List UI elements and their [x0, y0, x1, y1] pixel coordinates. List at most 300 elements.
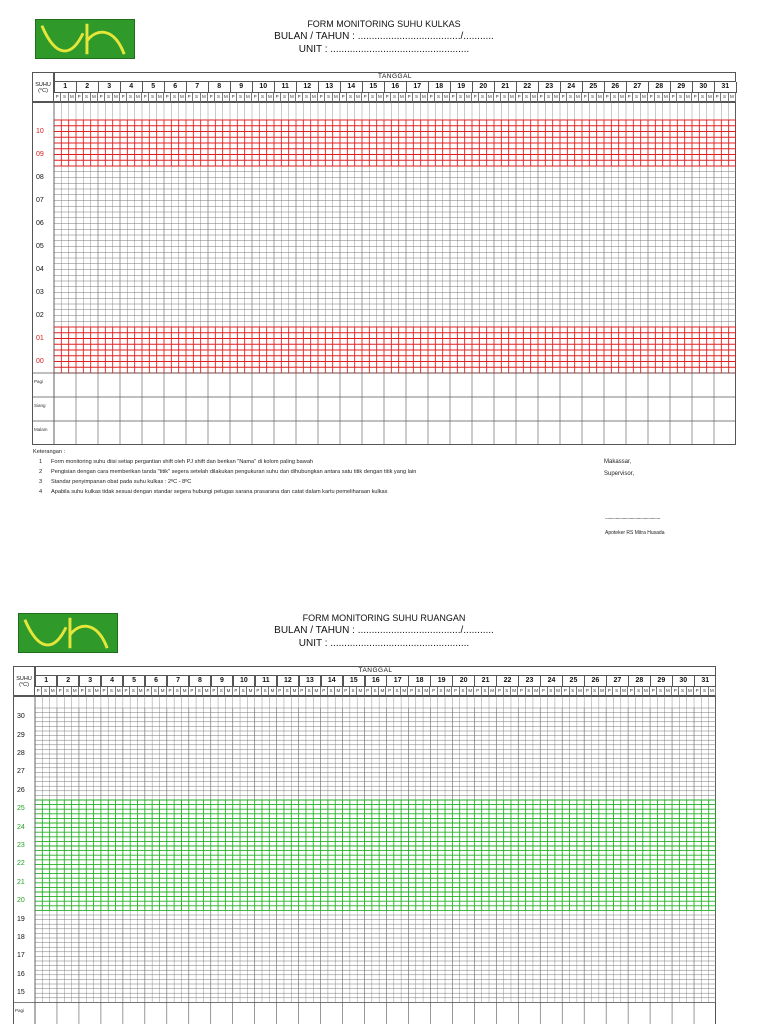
day-header-8: 8 — [189, 676, 211, 687]
role-label: Supervisor, — [604, 471, 635, 477]
day-header-5: 5 — [142, 82, 165, 93]
shift-code: S — [61, 93, 68, 102]
temperature-grid[interactable] — [13, 696, 716, 1024]
shift-code: M — [641, 93, 648, 102]
shift-code: P — [540, 687, 547, 696]
shift-code: P — [650, 687, 657, 696]
day-header-24: 24 — [560, 82, 583, 93]
shift-code: M — [621, 687, 628, 696]
shift-code: M — [379, 687, 386, 696]
day-header-27: 27 — [606, 676, 628, 687]
shift-code: S — [457, 93, 464, 102]
shift-code: S — [325, 93, 332, 102]
temperature-label: 07 — [36, 196, 44, 204]
day-header-3: 3 — [98, 82, 121, 93]
shift-code: M — [489, 687, 496, 696]
shift-code: P — [584, 687, 591, 696]
shift-code: M — [335, 687, 342, 696]
day-header-21: 21 — [474, 676, 496, 687]
shift-code: S — [306, 687, 313, 696]
shift-code: P — [343, 687, 350, 696]
shift-code: S — [655, 93, 662, 102]
shift-code: S — [701, 687, 708, 696]
shift-code: M — [423, 687, 430, 696]
shift-code: P — [145, 687, 152, 696]
city-label: Makassar, — [604, 459, 632, 465]
shift-code: M — [377, 93, 384, 102]
shift-code: S — [391, 93, 398, 102]
shift-code: S — [435, 93, 442, 102]
shift-code: S — [416, 687, 423, 696]
shift-code: M — [401, 687, 408, 696]
form-title: FORM MONITORING SUHU RUANGAN — [302, 613, 466, 623]
shift-code: S — [548, 687, 555, 696]
shift-code: P — [626, 93, 633, 102]
shift-code: P — [430, 687, 437, 696]
shift-code: S — [86, 687, 93, 696]
day-header-1: 1 — [54, 82, 77, 93]
shift-code: P — [255, 687, 262, 696]
note-number: 3 — [39, 479, 43, 485]
day-header-20: 20 — [452, 676, 474, 687]
day-header-29: 29 — [670, 82, 693, 93]
shift-code: S — [567, 93, 574, 102]
signer-name: Apoteker RS Mitra Husada — [605, 530, 665, 536]
form-title: FORM MONITORING SUHU KULKAS — [307, 19, 461, 29]
shift-code: S — [174, 687, 181, 696]
temperature-label: 19 — [17, 915, 25, 923]
shift-code: M — [709, 687, 716, 696]
shift-code: P — [518, 687, 525, 696]
shift-code: S — [504, 687, 511, 696]
signature-block — [604, 456, 634, 480]
period-field[interactable]: BULAN / TAHUN : ...................................../........... — [274, 31, 494, 42]
note-text: Apabila suhu kulkas tidak sesuai dengan standar segera hubungi petugas sarana prasarana dan catat dalam kartu pemeliharaan kulkas — [51, 489, 388, 495]
shift-code: P — [648, 93, 655, 102]
temperature-label: 03 — [36, 288, 44, 296]
temperature-label: 08 — [36, 173, 44, 181]
shift-code: S — [149, 93, 156, 102]
day-header-15: 15 — [343, 676, 365, 687]
shift-code: S — [438, 687, 445, 696]
shift-row-label: Siang — [34, 403, 46, 408]
shift-code: P — [186, 93, 193, 102]
unit-field[interactable]: UNIT : .................................................. — [298, 44, 470, 55]
day-header-2: 2 — [57, 676, 79, 687]
shift-code: M — [94, 687, 101, 696]
day-header-13: 13 — [318, 82, 341, 93]
temperature-label: 21 — [17, 878, 25, 886]
temperature-label: 15 — [17, 989, 25, 997]
shift-code: S — [372, 687, 379, 696]
shift-code: P — [362, 93, 369, 102]
shift-code: M — [707, 93, 714, 102]
shift-code: M — [247, 687, 254, 696]
shift-code: M — [443, 93, 450, 102]
shift-code: M — [225, 687, 232, 696]
day-header-3: 3 — [79, 676, 101, 687]
temperature-label: 10 — [36, 127, 44, 135]
temperature-label: 27 — [17, 768, 25, 776]
temperature-label: 20 — [17, 897, 25, 905]
shift-code: P — [318, 93, 325, 102]
day-header-15: 15 — [362, 82, 385, 93]
day-header-21: 21 — [494, 82, 517, 93]
shift-code: M — [245, 93, 252, 102]
shift-code: P — [79, 687, 86, 696]
day-header-27: 27 — [626, 82, 649, 93]
shift-code: M — [487, 93, 494, 102]
day-header-4: 4 — [120, 82, 143, 93]
day-header-13: 13 — [299, 676, 321, 687]
shift-code: P — [167, 687, 174, 696]
shift-code: S — [171, 93, 178, 102]
shift-code: P — [365, 687, 372, 696]
shift-code: S — [721, 93, 728, 102]
shift-code: M — [729, 93, 736, 102]
shift-code: S — [460, 687, 467, 696]
shift-code: P — [538, 93, 545, 102]
day-header-28: 28 — [628, 676, 650, 687]
day-header-31: 31 — [694, 676, 716, 687]
temperature-label: 18 — [17, 934, 25, 941]
day-header-10: 10 — [252, 82, 275, 93]
shift-code: P — [474, 687, 481, 696]
shift-code: P — [496, 687, 503, 696]
note-item — [33, 457, 593, 467]
day-header-16: 16 — [384, 82, 407, 93]
temperature-label: 26 — [17, 786, 25, 794]
shift-code: S — [611, 93, 618, 102]
shift-code: P — [672, 687, 679, 696]
shift-code: M — [223, 93, 230, 102]
day-header-14: 14 — [321, 676, 343, 687]
day-header-11: 11 — [274, 82, 297, 93]
shift-code: M — [555, 687, 562, 696]
shift-code: S — [284, 687, 291, 696]
shift-code: P — [299, 687, 306, 696]
note-item — [33, 487, 593, 497]
shift-row-label: Malam — [34, 427, 48, 432]
shift-code: S — [105, 93, 112, 102]
day-header-30: 30 — [672, 676, 694, 687]
day-header-25: 25 — [562, 676, 584, 687]
temperature-label: 23 — [17, 842, 25, 849]
shift-code: P — [233, 687, 240, 696]
shift-code: P — [321, 687, 328, 696]
shift-code: M — [179, 93, 186, 102]
day-header-23: 23 — [518, 676, 540, 687]
shift-code: P — [35, 687, 42, 696]
shift-row-label: Pagi — [34, 379, 44, 384]
shift-code: P — [562, 687, 569, 696]
note-number: 4 — [39, 489, 43, 495]
notes-section — [33, 447, 593, 497]
shift-code: P — [384, 93, 391, 102]
shift-code: M — [291, 687, 298, 696]
day-header-12: 12 — [277, 676, 299, 687]
note-item — [33, 467, 593, 477]
shift-code: M — [533, 687, 540, 696]
shift-code: P — [230, 93, 237, 102]
shift-code: M — [509, 93, 516, 102]
shift-code: P — [120, 93, 127, 102]
shift-code: S — [347, 93, 354, 102]
shift-code: P — [494, 93, 501, 102]
shift-code: P — [604, 93, 611, 102]
period-field[interactable]: BULAN / TAHUN : ...................................../........... — [274, 625, 494, 636]
shift-code: P — [98, 93, 105, 102]
shift-code: P — [694, 687, 701, 696]
shift-code: M — [113, 93, 120, 102]
shift-code: M — [157, 93, 164, 102]
shift-code: M — [421, 93, 428, 102]
shift-code: M — [597, 93, 604, 102]
shift-code: S — [501, 93, 508, 102]
day-header-8: 8 — [208, 82, 231, 93]
shift-code: S — [526, 687, 533, 696]
shift-code: P — [101, 687, 108, 696]
shift-code: M — [91, 93, 98, 102]
shift-code: P — [560, 93, 567, 102]
shift-code: M — [531, 93, 538, 102]
shift-code: P — [54, 93, 61, 102]
day-header-4: 4 — [101, 676, 123, 687]
temperature-label: 22 — [17, 860, 25, 868]
day-header-29: 29 — [650, 676, 672, 687]
notes-title: Keterangan : — [33, 449, 66, 455]
shift-code: M — [203, 687, 210, 696]
shift-code: S — [613, 687, 620, 696]
day-header-7: 7 — [167, 676, 189, 687]
temperature-label: 00 — [36, 357, 44, 365]
shift-code: P — [211, 687, 218, 696]
day-header-30: 30 — [692, 82, 715, 93]
shift-code: S — [570, 687, 577, 696]
shift-code: P — [606, 687, 613, 696]
signature-line[interactable]: ............................................... — [605, 515, 660, 521]
shift-code: S — [589, 93, 596, 102]
shift-code: S — [523, 93, 530, 102]
day-header-18: 18 — [428, 82, 451, 93]
day-header-19: 19 — [450, 82, 473, 93]
shift-code: S — [281, 93, 288, 102]
shift-code: M — [116, 687, 123, 696]
day-header-17: 17 — [386, 676, 408, 687]
shift-code: S — [127, 93, 134, 102]
day-header-26: 26 — [584, 676, 606, 687]
shift-code: S — [193, 93, 200, 102]
day-header-14: 14 — [340, 82, 363, 93]
shift-code: S — [108, 687, 115, 696]
shift-code: P — [208, 93, 215, 102]
shift-code: S — [152, 687, 159, 696]
shift-code: S — [328, 687, 335, 696]
shift-code: M — [333, 93, 340, 102]
temperature-label: 01 — [36, 334, 44, 342]
day-header-25: 25 — [582, 82, 605, 93]
shift-code: P — [714, 93, 721, 102]
shift-code: M — [577, 687, 584, 696]
shift-code: M — [685, 93, 692, 102]
shift-code: P — [76, 93, 83, 102]
shift-code: P — [670, 93, 677, 102]
shift-code: M — [553, 93, 560, 102]
shift-code: M — [201, 93, 208, 102]
day-header-9: 9 — [230, 82, 253, 93]
form-ruangan — [0, 600, 768, 1024]
shift-code: M — [619, 93, 626, 102]
shift-code: P — [408, 687, 415, 696]
shift-code: M — [267, 93, 274, 102]
shift-code: M — [467, 687, 474, 696]
shift-code: M — [575, 93, 582, 102]
shift-code: M — [465, 93, 472, 102]
temperature-label: 09 — [36, 150, 44, 158]
shift-code: S — [679, 687, 686, 696]
shift-code: M — [445, 687, 452, 696]
day-header-10: 10 — [233, 676, 255, 687]
shift-code: M — [357, 687, 364, 696]
tanggal-header: TANGGAL — [54, 72, 736, 82]
shift-code: S — [394, 687, 401, 696]
shift-row-label: Pagi — [15, 1008, 25, 1014]
shift-code: P — [692, 93, 699, 102]
shift-code: S — [83, 93, 90, 102]
day-header-24: 24 — [540, 676, 562, 687]
shift-code: M — [599, 687, 606, 696]
temperature-grid[interactable] — [32, 102, 736, 445]
temperature-label: 28 — [17, 750, 25, 757]
shift-code: P — [452, 687, 459, 696]
shift-code: P — [628, 687, 635, 696]
shift-code: S — [482, 687, 489, 696]
shift-code: P — [123, 687, 130, 696]
day-header-18: 18 — [408, 676, 430, 687]
day-header-2: 2 — [76, 82, 99, 93]
day-header-5: 5 — [123, 676, 145, 687]
shift-code: S — [237, 93, 244, 102]
shift-code: P — [57, 687, 64, 696]
tanggal-header: TANGGAL — [35, 666, 716, 676]
temperature-label: 17 — [17, 952, 25, 960]
day-header-19: 19 — [430, 676, 452, 687]
shift-code: S — [677, 93, 684, 102]
shift-code: M — [663, 93, 670, 102]
shift-code: S — [592, 687, 599, 696]
shift-code: M — [138, 687, 145, 696]
shift-code: M — [355, 93, 362, 102]
temperature-label: 30 — [17, 713, 25, 721]
shift-code: M — [135, 93, 142, 102]
note-number: 2 — [39, 469, 43, 475]
shift-code: S — [196, 687, 203, 696]
temperature-label: 24 — [17, 823, 25, 831]
suhu-header: SUHU (°C) — [13, 666, 35, 696]
day-header-12: 12 — [296, 82, 319, 93]
shift-code: S — [303, 93, 310, 102]
shift-code: S — [42, 687, 49, 696]
shift-code: P — [252, 93, 259, 102]
shift-code: M — [665, 687, 672, 696]
shift-code: S — [350, 687, 357, 696]
day-header-9: 9 — [211, 676, 233, 687]
shift-code: M — [181, 687, 188, 696]
shift-code: S — [369, 93, 376, 102]
shift-code: M — [69, 93, 76, 102]
shift-code: M — [511, 687, 518, 696]
day-header-28: 28 — [648, 82, 671, 93]
shift-code: P — [428, 93, 435, 102]
day-header-31: 31 — [714, 82, 737, 93]
note-item — [33, 477, 593, 487]
shift-code: S — [262, 687, 269, 696]
temperature-label: 05 — [36, 242, 44, 250]
shift-code: S — [545, 93, 552, 102]
shift-code: S — [218, 687, 225, 696]
unit-field[interactable]: UNIT : .................................................. — [298, 638, 470, 649]
day-header-22: 22 — [516, 82, 539, 93]
day-header-22: 22 — [496, 676, 518, 687]
shift-code: S — [130, 687, 137, 696]
temperature-label: 29 — [17, 731, 25, 739]
shift-code: P — [386, 687, 393, 696]
shift-code: P — [450, 93, 457, 102]
shift-code: P — [142, 93, 149, 102]
shift-code: P — [582, 93, 589, 102]
shift-code: S — [657, 687, 664, 696]
note-text: Form monitoring suhu diisi setiap pergantian shift oleh PJ shift dan berikan "Nama" di kolom paling bawah — [51, 459, 314, 465]
shift-code: P — [406, 93, 413, 102]
shift-code: S — [259, 93, 266, 102]
day-header-6: 6 — [145, 676, 167, 687]
day-header-20: 20 — [472, 82, 495, 93]
shift-code: P — [296, 93, 303, 102]
day-header-23: 23 — [538, 82, 561, 93]
form-header — [0, 18, 768, 56]
shift-code: S — [413, 93, 420, 102]
temperature-label: 25 — [17, 805, 25, 813]
day-header-26: 26 — [604, 82, 627, 93]
temperature-label: 04 — [36, 265, 44, 273]
shift-code: S — [240, 687, 247, 696]
form-header — [0, 612, 768, 650]
day-header-1: 1 — [35, 676, 57, 687]
shift-code: M — [643, 687, 650, 696]
shift-code: P — [189, 687, 196, 696]
shift-code: P — [516, 93, 523, 102]
day-header-7: 7 — [186, 82, 209, 93]
shift-code: P — [277, 687, 284, 696]
day-header-17: 17 — [406, 82, 429, 93]
shift-code: M — [269, 687, 276, 696]
shift-code: S — [633, 93, 640, 102]
day-header-6: 6 — [164, 82, 187, 93]
shift-code: S — [699, 93, 706, 102]
shift-code: M — [72, 687, 79, 696]
suhu-header: SUHU (°C) — [32, 72, 54, 102]
day-header-16: 16 — [365, 676, 387, 687]
shift-code: P — [340, 93, 347, 102]
shift-code: S — [635, 687, 642, 696]
shift-code: M — [159, 687, 166, 696]
shift-code: M — [313, 687, 320, 696]
shift-code: P — [164, 93, 171, 102]
shift-code: P — [274, 93, 281, 102]
temperature-label: 02 — [36, 311, 44, 319]
shift-code: M — [311, 93, 318, 102]
shift-code: P — [472, 93, 479, 102]
